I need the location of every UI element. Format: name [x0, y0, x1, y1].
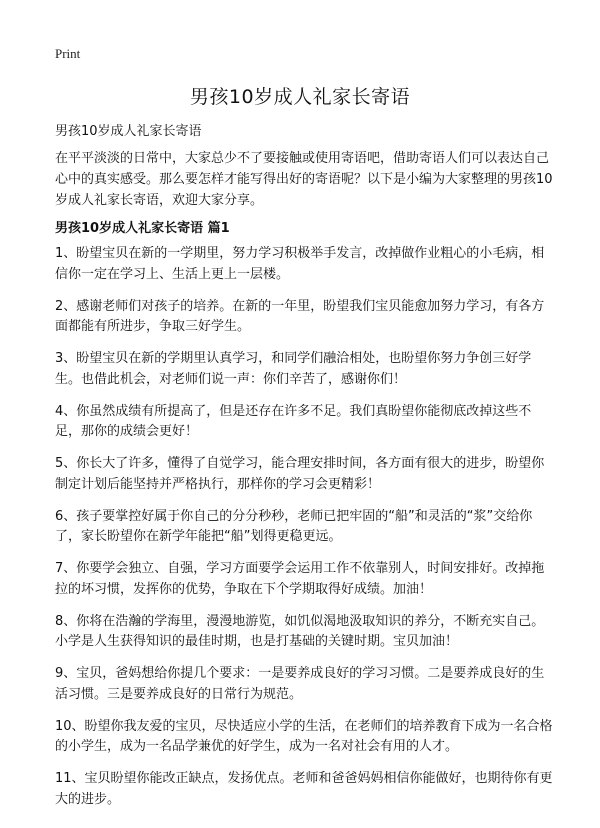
- message-list: [55, 244, 555, 822]
- section-heading: 男孩10岁成人礼家长寄语 篇1: [55, 221, 230, 236]
- page-title: 男孩10岁成人礼家长寄语: [189, 86, 411, 108]
- message-item: 10、盼望你我友爱的宝贝，尽快适应小学的生活，在老师们的培养教育下成为一名合格的小学生，成为一名品学兼优的好学生，成为一名对社会有用的人才。: [55, 718, 553, 754]
- subtitle: 男孩10岁成人礼家长寄语: [55, 124, 202, 139]
- message-item: 2、感谢老师们对孩子的培养。在新的一年里，盼望我们宝贝能愈加努力学习，有各方面都能有所进步，争取三好学生。: [55, 298, 545, 334]
- message-item: 11、宝贝盼望你能改正缺点，发扬优点。老师和爸爸妈妈相信你能做好，也期待你有更大的进步。: [55, 771, 553, 807]
- message-item: 7、你要学会独立、自强，学习方面要学会运用工作不依靠别人，时间安排好。改掉拖拉的坏习惯，发挥你的优势，争取在下个学期取得好成绩。加油！: [55, 561, 545, 597]
- intro-paragraph: 在平平淡淡的日常中，大家总少不了要接触或使用寄语吧，借助寄语人们可以表达自己心中的真实感受。那么要怎样才能写得出好的寄语呢？以下是小编为大家整理的男孩10岁成人礼家长寄语，欢迎大家分享。: [55, 151, 553, 208]
- message-item: 4、你虽然成绩有所提高了，但是还存在许多不足。我们真盼望你能彻底改掉这些不足，那你的成绩会更好！: [55, 403, 532, 439]
- message-item: 3、盼望宝贝在新的学期里认真学习，和同学们融洽相处，也盼望你努力争创三好学生。也借此机会，对老师们说一声：你们辛苦了，感谢你们！: [55, 351, 532, 387]
- message-item: 9、宝贝，爸妈想给你提几个要求：一是要养成良好的学习习惯。二是要养成良好的生活习惯。三是要养成良好的日常行为规范。: [55, 666, 545, 702]
- message-item: 8、你将在浩瀚的学海里，漫漫地游览，如饥似渴地汲取知识的养分，不断充实自己。小学是人生获得知识的最佳时期，也是打基础的关键时期。宝贝加油！: [55, 613, 545, 649]
- message-item: 5、你长大了许多，懂得了自觉学习，能合理安排时间，各方面有很大的进步，盼望你制定计划后能坚持并严格执行，那样你的学习会更精彩！: [55, 456, 545, 492]
- message-item: 1、盼望宝贝在新的一学期里，努力学习积极举手发言，改掉做作业粗心的小毛病，相信你一定在学习上、生活上更上一层楼。: [55, 246, 545, 282]
- message-item: 6、孩子要掌控好属于你自己的分分秒秒，老师已把牢固的“船”和灵活的“浆”交给你了，家长盼望你在新学年能把“船”划得更稳更远。: [55, 508, 533, 544]
- print-link[interactable]: Print: [55, 46, 81, 61]
